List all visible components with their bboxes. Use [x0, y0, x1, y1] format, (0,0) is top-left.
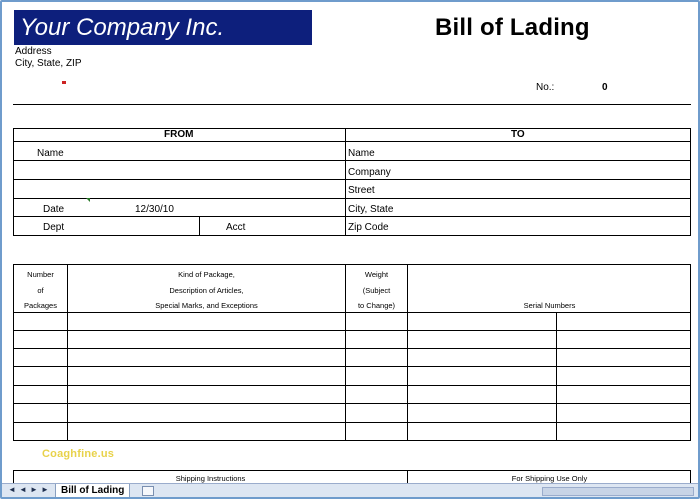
- from-date-label: Date: [43, 204, 65, 215]
- from-header: FROM: [164, 129, 194, 140]
- row-line: [13, 385, 691, 386]
- to-zip-label: Zip Code: [348, 222, 389, 233]
- packages-header-line1: Number: [27, 270, 54, 279]
- number-value[interactable]: 0: [602, 82, 608, 93]
- watermark-text: Coaghfine.us: [42, 448, 115, 460]
- row-line: [13, 160, 691, 161]
- row-line: [13, 141, 691, 142]
- serial-numbers-header: Serial Numbers: [523, 301, 576, 310]
- header-divider: [13, 104, 691, 105]
- from-dept-label: Dept: [43, 222, 65, 233]
- from-to-table: [13, 128, 691, 236]
- to-header: TO: [511, 129, 525, 140]
- city-state-zip-line: City, State, ZIP: [15, 58, 82, 69]
- for-shipping-use-header: For Shipping Use Only: [511, 474, 588, 483]
- col-line: [199, 216, 200, 236]
- description-header-line2: Description of Articles,: [169, 286, 244, 295]
- prev-sheet-arrow-icon[interactable]: ◄: [19, 485, 27, 494]
- row-line: [13, 179, 691, 180]
- description-header-line1: Kind of Package,: [178, 270, 235, 279]
- to-name-label: Name: [348, 148, 375, 159]
- packages-header-line3: Packages: [24, 301, 57, 310]
- col-line: [407, 264, 408, 441]
- weight-header-line2: (Subject: [362, 286, 391, 295]
- next-sheet-arrow-icon[interactable]: ►: [30, 485, 38, 494]
- horizontal-scrollbar[interactable]: [542, 487, 694, 496]
- from-name-label: Name: [37, 148, 64, 159]
- packages-header-line2: of: [37, 286, 44, 295]
- company-name-banner: Your Company Inc.: [14, 10, 312, 45]
- row-line: [13, 422, 691, 423]
- last-sheet-arrow-icon[interactable]: ►: [41, 485, 49, 494]
- note-indicator: [86, 198, 90, 202]
- row-line: [13, 366, 691, 367]
- to-company-label: Company: [348, 167, 391, 178]
- insert-sheet-icon[interactable]: [142, 486, 154, 496]
- first-sheet-arrow-icon[interactable]: ◄: [8, 485, 16, 494]
- to-city-state-label: City, State: [348, 204, 394, 215]
- from-to-divider: [345, 128, 346, 236]
- from-acct-label: Acct: [226, 222, 246, 233]
- row-line: [13, 403, 691, 404]
- to-street-label: Street: [348, 185, 375, 196]
- row-line: [13, 348, 691, 349]
- address-line: Address: [15, 46, 52, 57]
- weight-header-line1: Weight: [364, 270, 389, 279]
- row-line: [13, 330, 691, 331]
- sheet-tab-bar: [2, 483, 698, 498]
- sheet-tab-bill-of-lading[interactable]: Bill of Lading: [55, 484, 130, 498]
- from-date-value[interactable]: 12/30/10: [135, 204, 174, 215]
- number-label: No.:: [536, 82, 555, 93]
- shipping-instructions-header: Shipping Instructions: [175, 474, 246, 483]
- row-line: [13, 198, 691, 199]
- comment-indicator: [62, 81, 66, 84]
- weight-header-line3: to Change): [357, 301, 396, 310]
- description-header-line3: Special Marks, and Exceptions: [155, 301, 258, 310]
- document-title: Bill of Lading: [435, 14, 590, 41]
- row-line: [13, 312, 691, 313]
- row-line: [13, 216, 691, 217]
